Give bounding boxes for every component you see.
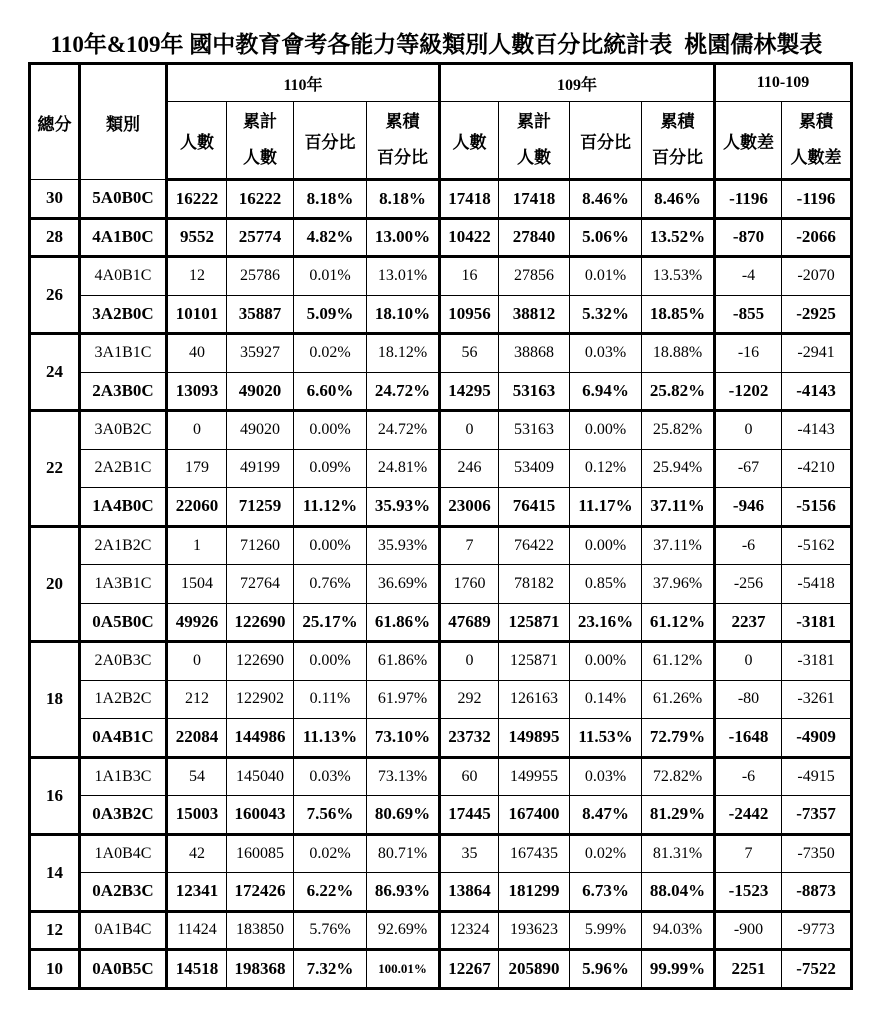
cell-diff-count: -1523 [715,873,782,912]
cell-110-count: 9552 [167,218,227,257]
cell-110-cum-count: 71259 [227,488,294,527]
cell-110-cum-pct: 61.97% [367,680,440,719]
cell-109-count: 292 [440,680,499,719]
cell-110-cum-count: 198368 [227,950,294,989]
cell-109-cum-count: 78182 [499,565,570,604]
cell-110-pct: 7.32% [294,950,367,989]
category-cell: 1A0B4C [80,834,167,873]
cell-110-cum-count: 16222 [227,180,294,219]
cell-diff-count: 2251 [715,950,782,989]
cell-109-cum-count: 53163 [499,411,570,450]
cell-diff-cum-count: -9773 [782,911,852,950]
table-row [30,565,852,604]
cell-diff-cum-count: -7357 [782,796,852,835]
cell-diff-count: 0 [715,642,782,681]
page-title [0,31,873,59]
cell-110-count: 179 [167,449,227,488]
cell-diff-cum-count: -7522 [782,950,852,989]
header-110-count: 人數 [167,102,227,180]
cell-110-cum-count: 122690 [227,642,294,681]
cell-diff-cum-count: -5418 [782,565,852,604]
cell-diff-count: -2442 [715,796,782,835]
header-109-cum-count-line1: 累計 [517,112,551,132]
cell-110-cum-pct: 36.69% [367,565,440,604]
cell-109-count: 246 [440,449,499,488]
cell-109-cum-count: 205890 [499,950,570,989]
table-row [30,757,852,796]
table-row [30,372,852,411]
cell-110-cum-pct: 18.10% [367,295,440,334]
cell-109-cum-count: 38868 [499,334,570,373]
cell-110-count: 54 [167,757,227,796]
header-110-cum-count-line2: 人數 [243,148,277,168]
table-row [30,873,852,912]
cell-109-count: 12267 [440,950,499,989]
cell-diff-count: -1202 [715,372,782,411]
cell-diff-cum-count: -4143 [782,411,852,450]
table-header [30,64,852,180]
cell-110-count: 10101 [167,295,227,334]
category-cell: 2A3B0C [80,372,167,411]
cell-diff-count: -1196 [715,180,782,219]
cell-110-pct: 0.11% [294,680,367,719]
cell-109-pct: 8.46% [570,180,642,219]
cell-110-cum-count: 160043 [227,796,294,835]
cell-109-cum-count: 27840 [499,218,570,257]
cell-109-cum-pct: 18.85% [642,295,715,334]
cell-109-pct: 11.17% [570,488,642,527]
cell-109-count: 12324 [440,911,499,950]
cell-109-cum-count: 76422 [499,526,570,565]
category-cell: 1A3B1C [80,565,167,604]
cell-109-cum-pct: 72.82% [642,757,715,796]
stats-table [28,62,853,990]
table-row [30,642,852,681]
cell-110-count: 1504 [167,565,227,604]
total-score-cell: 14 [30,834,80,911]
table-row [30,449,852,488]
table-row [30,911,852,950]
cell-109-cum-pct: 61.26% [642,680,715,719]
cell-109-count: 17418 [440,180,499,219]
cell-109-cum-count: 125871 [499,603,570,642]
table-row [30,950,852,989]
cell-110-pct: 11.12% [294,488,367,527]
header-110-cum-pct-line1: 累積 [385,112,420,132]
cell-110-count: 212 [167,680,227,719]
cell-110-cum-count: 35927 [227,334,294,373]
cell-110-cum-pct: 61.86% [367,603,440,642]
cell-109-cum-pct: 81.29% [642,796,715,835]
cell-109-cum-count: 167400 [499,796,570,835]
cell-110-pct: 11.13% [294,719,367,758]
cell-109-count: 10422 [440,218,499,257]
cell-diff-count: -16 [715,334,782,373]
cell-110-cum-pct: 80.69% [367,796,440,835]
cell-109-pct: 0.02% [570,834,642,873]
table-row [30,488,852,527]
cell-diff-cum-count: -2925 [782,295,852,334]
cell-109-pct: 0.01% [570,257,642,296]
cell-109-pct: 0.00% [570,642,642,681]
cell-109-cum-count: 126163 [499,680,570,719]
cell-diff-count: -946 [715,488,782,527]
cell-110-cum-pct: 13.01% [367,257,440,296]
table-body [30,180,852,989]
cell-109-cum-count: 181299 [499,873,570,912]
cell-diff-cum-count: -1196 [782,180,852,219]
header-diff-count: 人數差 [715,102,782,180]
cell-109-cum-pct: 8.46% [642,180,715,219]
cell-diff-count: 2237 [715,603,782,642]
cell-110-pct: 5.76% [294,911,367,950]
cell-110-cum-pct: 8.18% [367,180,440,219]
cell-109-cum-pct: 61.12% [642,603,715,642]
header-diff-cum-count-line2: 人數差 [790,148,842,168]
cell-110-pct: 0.09% [294,449,367,488]
cell-109-cum-pct: 72.79% [642,719,715,758]
cell-109-count: 0 [440,642,499,681]
cell-110-pct: 0.00% [294,526,367,565]
cell-110-cum-count: 122902 [227,680,294,719]
cell-109-pct: 5.06% [570,218,642,257]
category-cell: 0A2B3C [80,873,167,912]
category-cell: 1A1B3C [80,757,167,796]
cell-109-cum-pct: 61.12% [642,642,715,681]
category-cell: 1A4B0C [80,488,167,527]
cell-109-count: 17445 [440,796,499,835]
cell-109-cum-count: 167435 [499,834,570,873]
cell-109-pct: 8.47% [570,796,642,835]
cell-110-cum-pct: 73.10% [367,719,440,758]
cell-109-cum-pct: 88.04% [642,873,715,912]
cell-110-count: 42 [167,834,227,873]
cell-109-cum-pct: 94.03% [642,911,715,950]
cell-109-pct: 0.12% [570,449,642,488]
category-cell: 5A0B0C [80,180,167,219]
table-row [30,257,852,296]
header-109-cum-count [499,102,570,180]
header-109-cum-pct [642,102,715,180]
header-year-110: 110年 [167,64,440,102]
header-110-cum-pct [367,102,440,180]
title-text: 110年&109年 國中教育會考各能力等級類別人數百分比統計表 [50,32,673,57]
total-score-cell: 22 [30,411,80,527]
category-cell: 0A3B2C [80,796,167,835]
cell-diff-cum-count: -2070 [782,257,852,296]
cell-diff-cum-count: -4909 [782,719,852,758]
cell-diff-count: -67 [715,449,782,488]
cell-110-cum-count: 72764 [227,565,294,604]
cell-110-count: 13093 [167,372,227,411]
cell-110-cum-count: 160085 [227,834,294,873]
category-cell: 4A0B1C [80,257,167,296]
table-row [30,334,852,373]
header-109-cum-pct-line1: 累積 [660,112,695,132]
total-score-cell: 28 [30,218,80,257]
cell-110-count: 0 [167,642,227,681]
cell-110-count: 49926 [167,603,227,642]
cell-110-cum-pct: 13.00% [367,218,440,257]
cell-109-cum-pct: 37.96% [642,565,715,604]
cell-109-pct: 11.53% [570,719,642,758]
cell-110-pct: 7.56% [294,796,367,835]
cell-diff-count: -870 [715,218,782,257]
cell-109-pct: 6.94% [570,372,642,411]
cell-110-pct: 0.01% [294,257,367,296]
cell-109-pct: 6.73% [570,873,642,912]
table-row [30,411,852,450]
cell-110-pct: 4.82% [294,218,367,257]
header-110-cum-pct-line2: 百分比 [377,148,428,168]
cell-109-cum-count: 38812 [499,295,570,334]
category-cell: 4A1B0C [80,218,167,257]
header-109-cum-count-line2: 人數 [517,148,551,168]
cell-diff-count: -80 [715,680,782,719]
cell-109-cum-count: 149955 [499,757,570,796]
cell-diff-cum-count: -4143 [782,372,852,411]
cell-110-cum-count: 172426 [227,873,294,912]
cell-109-count: 56 [440,334,499,373]
cell-110-cum-count: 49020 [227,372,294,411]
cell-110-pct: 0.76% [294,565,367,604]
cell-110-cum-pct: 35.93% [367,526,440,565]
cell-110-cum-pct: 24.81% [367,449,440,488]
cell-110-pct: 5.09% [294,295,367,334]
cell-diff-count: -6 [715,526,782,565]
cell-109-count: 13864 [440,873,499,912]
cell-110-cum-count: 25774 [227,218,294,257]
total-score-cell: 16 [30,757,80,834]
cell-diff-count: 0 [715,411,782,450]
cell-diff-cum-count: -3181 [782,603,852,642]
cell-110-cum-count: 25786 [227,257,294,296]
total-score-cell: 18 [30,642,80,758]
cell-diff-cum-count: -5156 [782,488,852,527]
category-cell: 0A0B5C [80,950,167,989]
cell-109-cum-pct: 99.99% [642,950,715,989]
cell-110-count: 22060 [167,488,227,527]
cell-diff-count: -4 [715,257,782,296]
cell-110-cum-count: 144986 [227,719,294,758]
cell-110-count: 12 [167,257,227,296]
cell-110-cum-count: 35887 [227,295,294,334]
table-row [30,796,852,835]
cell-110-pct: 0.00% [294,642,367,681]
cell-110-cum-pct: 100.01% [367,950,440,989]
cell-109-cum-count: 53163 [499,372,570,411]
header-110-pct: 百分比 [294,102,367,180]
total-score-cell: 12 [30,911,80,950]
cell-109-cum-pct: 25.94% [642,449,715,488]
header-row-years [30,64,852,102]
total-score-cell: 26 [30,257,80,334]
table-row [30,603,852,642]
cell-110-cum-count: 71260 [227,526,294,565]
cell-diff-count: -855 [715,295,782,334]
cell-110-cum-count: 145040 [227,757,294,796]
cell-109-pct: 0.14% [570,680,642,719]
cell-diff-count: -900 [715,911,782,950]
cell-110-cum-count: 122690 [227,603,294,642]
total-score-cell: 30 [30,180,80,219]
category-cell: 3A1B1C [80,334,167,373]
cell-110-count: 0 [167,411,227,450]
cell-diff-cum-count: -8873 [782,873,852,912]
cell-109-cum-count: 27856 [499,257,570,296]
cell-109-cum-count: 17418 [499,180,570,219]
cell-109-cum-count: 53409 [499,449,570,488]
cell-109-pct: 5.99% [570,911,642,950]
cell-109-pct: 0.03% [570,757,642,796]
cell-109-count: 7 [440,526,499,565]
header-110-cum-count [227,102,294,180]
cell-110-count: 40 [167,334,227,373]
cell-diff-count: -1648 [715,719,782,758]
header-109-count: 人數 [440,102,499,180]
cell-110-cum-count: 49199 [227,449,294,488]
cell-109-pct: 5.32% [570,295,642,334]
cell-109-count: 23006 [440,488,499,527]
category-cell: 0A4B1C [80,719,167,758]
cell-109-pct: 0.03% [570,334,642,373]
header-110-cum-count-line1: 累計 [243,112,277,132]
cell-109-cum-pct: 25.82% [642,372,715,411]
header-year-109: 109年 [440,64,715,102]
cell-109-count: 35 [440,834,499,873]
table-row [30,680,852,719]
category-cell: 0A5B0C [80,603,167,642]
cell-110-pct: 0.02% [294,834,367,873]
cell-110-pct: 0.00% [294,411,367,450]
cell-diff-count: -256 [715,565,782,604]
cell-diff-count: 7 [715,834,782,873]
cell-109-pct: 0.00% [570,526,642,565]
cell-diff-cum-count: -2941 [782,334,852,373]
cell-109-cum-pct: 18.88% [642,334,715,373]
cell-109-pct: 23.16% [570,603,642,642]
cell-109-cum-count: 149895 [499,719,570,758]
header-109-cum-pct-line2: 百分比 [652,148,703,168]
cell-110-count: 22084 [167,719,227,758]
cell-109-cum-count: 125871 [499,642,570,681]
table-row [30,834,852,873]
table-row [30,218,852,257]
cell-109-cum-pct: 37.11% [642,488,715,527]
cell-110-count: 12341 [167,873,227,912]
header-category: 類別 [80,64,167,180]
table-row [30,526,852,565]
cell-109-count: 60 [440,757,499,796]
category-cell: 2A2B1C [80,449,167,488]
category-cell: 1A2B2C [80,680,167,719]
cell-109-cum-count: 193623 [499,911,570,950]
cell-110-cum-count: 183850 [227,911,294,950]
category-cell: 2A1B2C [80,526,167,565]
total-score-cell: 24 [30,334,80,411]
cell-109-pct: 0.85% [570,565,642,604]
credit-text: 桃園儒林製表 [684,32,823,57]
cell-110-pct: 8.18% [294,180,367,219]
cell-109-cum-pct: 25.82% [642,411,715,450]
category-cell: 3A0B2C [80,411,167,450]
cell-110-cum-pct: 24.72% [367,411,440,450]
cell-110-cum-pct: 18.12% [367,334,440,373]
cell-110-cum-pct: 35.93% [367,488,440,527]
header-diff: 110-109 [715,64,852,102]
cell-109-cum-pct: 37.11% [642,526,715,565]
cell-110-cum-pct: 86.93% [367,873,440,912]
header-diff-cum-count-line1: 累積 [799,112,834,132]
cell-109-count: 10956 [440,295,499,334]
cell-110-pct: 6.22% [294,873,367,912]
cell-109-count: 23732 [440,719,499,758]
header-total-score: 總分 [30,64,80,180]
cell-diff-cum-count: -3181 [782,642,852,681]
category-cell: 2A0B3C [80,642,167,681]
cell-110-cum-count: 49020 [227,411,294,450]
header-109-pct: 百分比 [570,102,642,180]
table-row [30,295,852,334]
header-diff-cum-count [782,102,852,180]
cell-110-count: 11424 [167,911,227,950]
cell-109-cum-count: 76415 [499,488,570,527]
cell-109-count: 0 [440,411,499,450]
cell-109-cum-pct: 81.31% [642,834,715,873]
cell-110-cum-pct: 24.72% [367,372,440,411]
cell-diff-cum-count: -4915 [782,757,852,796]
cell-110-count: 16222 [167,180,227,219]
table-row [30,180,852,219]
cell-109-count: 16 [440,257,499,296]
cell-110-pct: 25.17% [294,603,367,642]
cell-109-cum-pct: 13.53% [642,257,715,296]
category-cell: 0A1B4C [80,911,167,950]
cell-110-count: 15003 [167,796,227,835]
cell-diff-count: -6 [715,757,782,796]
cell-109-pct: 5.96% [570,950,642,989]
cell-109-pct: 0.00% [570,411,642,450]
total-score-cell: 20 [30,526,80,642]
cell-110-pct: 0.02% [294,334,367,373]
category-cell: 3A2B0C [80,295,167,334]
cell-110-cum-pct: 61.86% [367,642,440,681]
table-row [30,719,852,758]
cell-109-count: 1760 [440,565,499,604]
cell-diff-cum-count: -2066 [782,218,852,257]
cell-109-cum-pct: 13.52% [642,218,715,257]
cell-110-count: 14518 [167,950,227,989]
cell-diff-cum-count: -7350 [782,834,852,873]
cell-110-pct: 6.60% [294,372,367,411]
cell-110-count: 1 [167,526,227,565]
cell-109-count: 14295 [440,372,499,411]
total-score-cell: 10 [30,950,80,989]
cell-109-count: 47689 [440,603,499,642]
cell-diff-cum-count: -3261 [782,680,852,719]
cell-110-cum-pct: 80.71% [367,834,440,873]
cell-110-cum-pct: 73.13% [367,757,440,796]
cell-diff-cum-count: -5162 [782,526,852,565]
cell-110-cum-pct: 92.69% [367,911,440,950]
cell-diff-cum-count: -4210 [782,449,852,488]
cell-110-pct: 0.03% [294,757,367,796]
